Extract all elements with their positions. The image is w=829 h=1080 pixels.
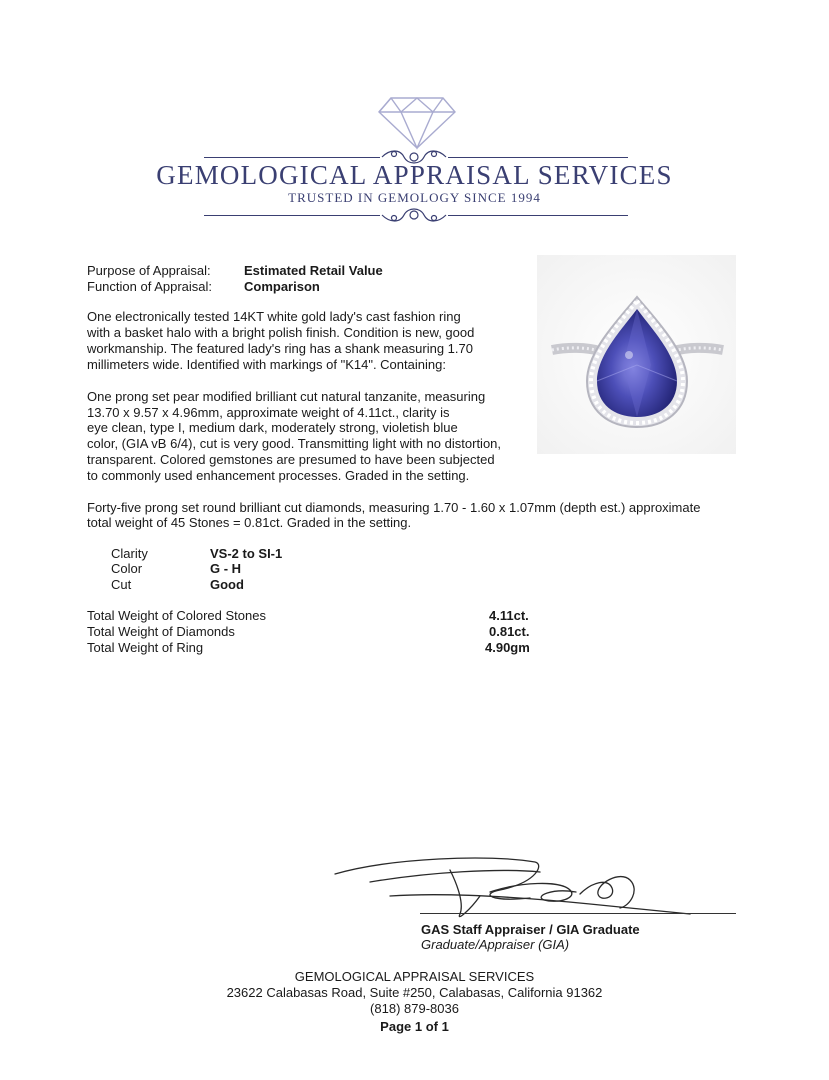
header-rule-bottom-left xyxy=(204,215,380,216)
gemstone-line: eye clean, type I, medium dark, moderately strong, violetish blue xyxy=(87,420,458,435)
page-number: Page 1 of 1 xyxy=(380,1019,449,1034)
footer-address: 23622 Calabasas Road, Suite #250, Calabasas, California 91362 xyxy=(226,985,603,1000)
grade-value: G - H xyxy=(210,561,242,576)
gemstone-line: to commonly used enhancement processes. Graded in the setting. xyxy=(87,468,470,483)
footer-phone: (818) 879-8036 xyxy=(370,1001,459,1016)
gemstone-line: transparent. Colored gemstones are presumed to have been subjected xyxy=(87,452,495,467)
total-label: Total Weight of Colored Stones xyxy=(87,608,266,623)
company-tagline: TRUSTED IN GEMOLOGY SINCE 1994 xyxy=(288,190,541,205)
ornament-swirl-icon xyxy=(380,204,448,226)
diamond-line: Forty-five prong set round brilliant cut diamonds, measuring 1.70 - 1.60 x 1.07mm (depth est.) approximate xyxy=(87,500,701,515)
diamond-logo-icon xyxy=(377,92,457,150)
grade-label: Cut xyxy=(111,577,132,592)
total-value: 4.11ct. xyxy=(489,608,529,623)
gemstone-line: color, (GIA vB 6/4), cut is very good. Transmitting light with no distortion, xyxy=(87,436,502,451)
function-value: Comparison xyxy=(244,279,320,294)
total-value: 0.81ct. xyxy=(489,624,530,639)
footer-company: GEMOLOGICAL APPRAISAL SERVICES xyxy=(294,969,535,984)
gemstone-line: One prong set pear modified brilliant cut natural tanzanite, measuring xyxy=(87,389,486,404)
purpose-value: Estimated Retail Value xyxy=(244,263,383,278)
signer-subtitle: Graduate/Appraiser (GIA) xyxy=(421,937,570,952)
description-line: millimeters wide. Identified with markings of "K14". Containing: xyxy=(87,357,446,372)
grade-label: Color xyxy=(111,561,143,576)
total-label: Total Weight of Diamonds xyxy=(87,624,235,639)
purpose-label: Purpose of Appraisal: xyxy=(87,263,211,278)
ring-photo xyxy=(537,255,736,454)
gemstone-line: 13.70 x 9.57 x 4.96mm, approximate weight of 4.11ct., clarity is xyxy=(87,405,450,420)
signer-title: GAS Staff Appraiser / GIA Graduate xyxy=(421,922,640,937)
signature-line xyxy=(420,913,736,914)
diamond-line: total weight of 45 Stones = 0.81ct. Graded in the setting. xyxy=(87,515,412,530)
company-name: GEMOLOGICAL APPRAISAL SERVICES xyxy=(156,160,673,190)
total-label: Total Weight of Ring xyxy=(87,640,204,655)
handwritten-signature xyxy=(330,852,740,927)
grade-value: VS-2 to SI-1 xyxy=(210,546,283,561)
description-line: One electronically tested 14KT white gold lady's cast fashion ring xyxy=(87,309,461,324)
description-line: with a basket halo with a bright polish finish. Condition is new, good xyxy=(87,325,475,340)
total-value: 4.90gm xyxy=(485,640,530,655)
header-rule-top-right xyxy=(448,157,628,158)
description-line: workmanship. The featured lady's ring has a shank measuring 1.70 xyxy=(87,341,473,356)
grade-label: Clarity xyxy=(111,546,148,561)
header-rule-top-left xyxy=(204,157,380,158)
function-label: Function of Appraisal: xyxy=(87,279,213,294)
grade-value: Good xyxy=(210,577,244,592)
header-rule-bottom-right xyxy=(448,215,628,216)
